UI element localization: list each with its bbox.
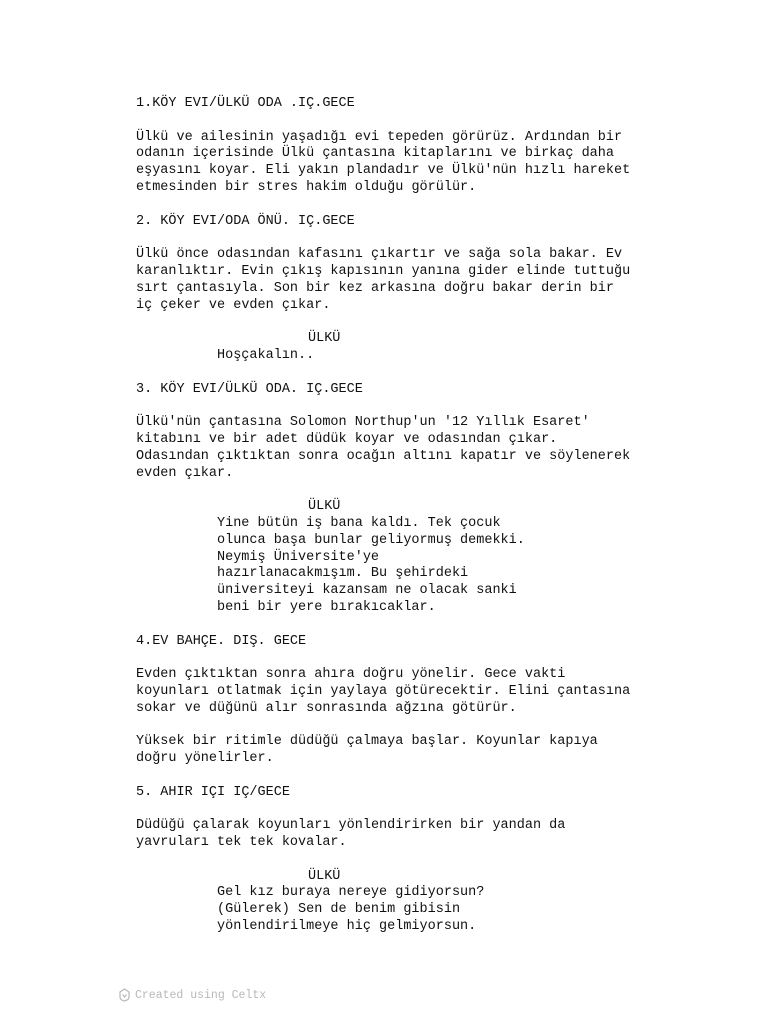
dialogue-line: üniversiteyi kazansam ne olacak sanki xyxy=(217,583,517,599)
action-line: evden çıkar. xyxy=(136,465,234,481)
dialogue-line: yönlendirilmeye hiç gelmiyorsun. xyxy=(217,919,477,935)
action-line: koyunları otlatmak için yaylaya götürecektir. Elini çantasına xyxy=(136,683,631,699)
action-line: Ülkü ve ailesinin yaşadığı evi tepeden görürüz. Ardından bir xyxy=(136,129,623,145)
action-line: etmesinden bir stres hakim olduğu görülür. xyxy=(136,179,477,195)
action-line: iç çeker ve evden çıkar. xyxy=(136,297,331,313)
dialogue-line: (Gülerek) Sen de benim gibisin xyxy=(217,902,461,918)
action-line: Yüksek bir ritimle düdüğü çalmaya başlar. Koyunlar kapıya xyxy=(136,734,598,750)
action-line: Ülkü önce odasından kafasını çıkartır ve sağa sola bakar. Ev xyxy=(136,247,623,263)
action-line: eşyasını koyar. Eli yakın plandadır ve Ülkü'nün hızlı hareket xyxy=(136,163,631,179)
action-line: karanlıktır. Evin çıkış kapısının yanına gider elinde tuttuğu xyxy=(136,263,631,279)
dialogue-line: hazırlanacakmışım. Bu şehirdeki xyxy=(217,566,469,582)
action-line: Odasından çıktıktan sonra ocağın altını kapatır ve söylenerek xyxy=(136,448,631,464)
scene-heading: 1.KÖY EVI/ÜLKÜ ODA .IÇ.GECE xyxy=(136,96,355,111)
dialogue-line: olunca başa bunlar geliyormuş demekki. xyxy=(217,532,525,548)
action-line: Düdüğü çalarak koyunları yönlendirirken bir yandan da xyxy=(136,818,566,834)
action-line: yavruları tek tek kovalar. xyxy=(136,835,347,851)
scene-heading: 4.EV BAHÇE. DIŞ. GECE xyxy=(136,633,307,649)
character-name: ÜLKÜ xyxy=(308,331,341,347)
footer-text: Created using Celtx xyxy=(135,988,267,1002)
action-line: kitabını ve bir adet düdük koyar ve odasından çıkar. xyxy=(136,431,558,447)
action-line: odanın içerisinde Ülkü çantasına kitaplarını ve birkaç daha xyxy=(136,146,614,162)
dialogue-line: Neymiş Üniversite'ye xyxy=(217,549,380,565)
action-line: Ülkü'nün çantasına Solomon Northup'un '12 Yıllık Esaret' xyxy=(136,415,590,431)
character-name: ÜLKÜ xyxy=(308,868,341,884)
celtx-logo-icon xyxy=(118,988,131,1002)
dialogue-line: Hoşçakalın.. xyxy=(217,347,315,363)
celtx-footer xyxy=(118,988,266,1002)
scene-heading: 3. KÖY EVI/ÜLKÜ ODA. IÇ.GECE xyxy=(136,381,363,397)
action-line: sırt çantasıyla. Son bir kez arkasına doğru bakar derin bir xyxy=(136,280,614,296)
scene-heading: 5. AHIR IÇI IÇ/GECE xyxy=(136,784,290,800)
action-line: sokar ve düğünü alır sonrasında ağzına götürür. xyxy=(136,700,517,716)
character-name: ÜLKÜ xyxy=(308,499,341,515)
dialogue-line: beni bir yere bırakıcaklar. xyxy=(217,599,436,615)
scene-heading: 2. KÖY EVI/ODA ÖNÜ. IÇ.GECE xyxy=(136,213,355,229)
action-line: Evden çıktıktan sonra ahıra doğru yönelir. Gece vakti xyxy=(136,667,566,683)
action-line: doğru yönelirler. xyxy=(136,751,274,767)
dialogue-line: Yine bütün iş bana kaldı. Tek çocuk xyxy=(217,515,501,531)
screenplay-page xyxy=(136,96,696,936)
dialogue-line: Gel kız buraya nereye gidiyorsun? xyxy=(217,885,485,901)
